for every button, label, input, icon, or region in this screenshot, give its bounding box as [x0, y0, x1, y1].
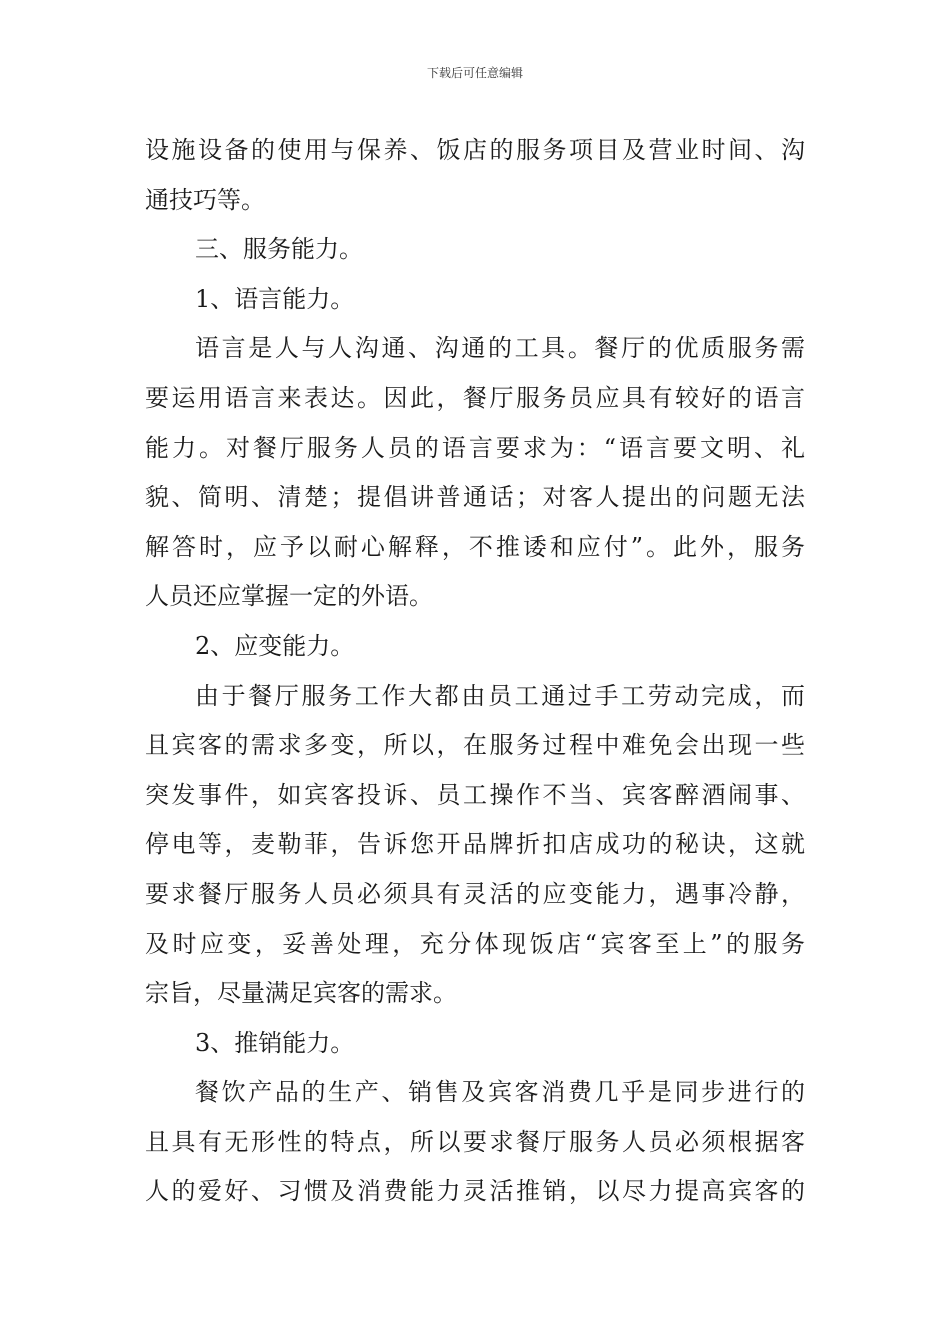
- text-line: 宗旨，尽量满足宾客的需求。: [145, 979, 457, 1008]
- page-header: 下载后可任意编辑: [426, 66, 523, 80]
- text-line: 要运用语言来表达。因此，餐厅服务员应具有较好的语言: [145, 383, 805, 412]
- subsection-heading: 1、语言能力。: [195, 284, 355, 313]
- text-line: 通技巧等。: [145, 185, 265, 214]
- text-line: 解答时，应予以耐心解释，不推诿和应付”。此外，服务: [145, 532, 805, 561]
- text-line: 要求餐厅服务人员必须具有灵活的应变能力，遇事冷静，: [145, 879, 805, 908]
- subsection-heading: 3、推销能力。: [195, 1028, 355, 1057]
- text-line: 突发事件，如宾客投诉、员工操作不当、宾客醉酒闹事、: [145, 780, 805, 809]
- subsection-heading: 2、应变能力。: [195, 631, 355, 660]
- text-line: 人的爱好、习惯及消费能力灵活推销，以尽力提高宾客的: [145, 1177, 805, 1206]
- document-body: [145, 126, 805, 1217]
- paragraph-first-line: 由于餐厅服务工作大都由员工通过手工劳动完成，而: [195, 681, 805, 710]
- text-line: 且具有无形性的特点，所以要求餐厅服务人员必须根据客: [145, 1127, 805, 1156]
- text-line: 且宾客的需求多变，所以，在服务过程中难免会出现一些: [145, 731, 805, 760]
- section-heading: 三、服务能力。: [195, 235, 363, 264]
- text-line: 人员还应掌握一定的外语。: [145, 582, 433, 611]
- text-line: 及时应变，妥善处理，充分体现饭店“宾客至上”的服务: [145, 929, 805, 958]
- paragraph-first-line: 餐饮产品的生产、销售及宾客消费几乎是同步进行的: [195, 1078, 805, 1107]
- paragraph-first-line: 语言是人与人沟通、沟通的工具。餐厅的优质服务需: [195, 334, 805, 363]
- text-line: 设施设备的使用与保养、饭店的服务项目及营业时间、沟: [145, 136, 805, 164]
- text-line: 能力。对餐厅服务人员的语言要求为：“语言要文明、礼: [145, 433, 805, 462]
- text-line: 停电等，麦勒菲，告诉您开品牌折扣店成功的秘诀，这就: [145, 830, 805, 859]
- text-line: 貌、简明、清楚；提倡讲普通话；对客人提出的问题无法: [145, 483, 805, 512]
